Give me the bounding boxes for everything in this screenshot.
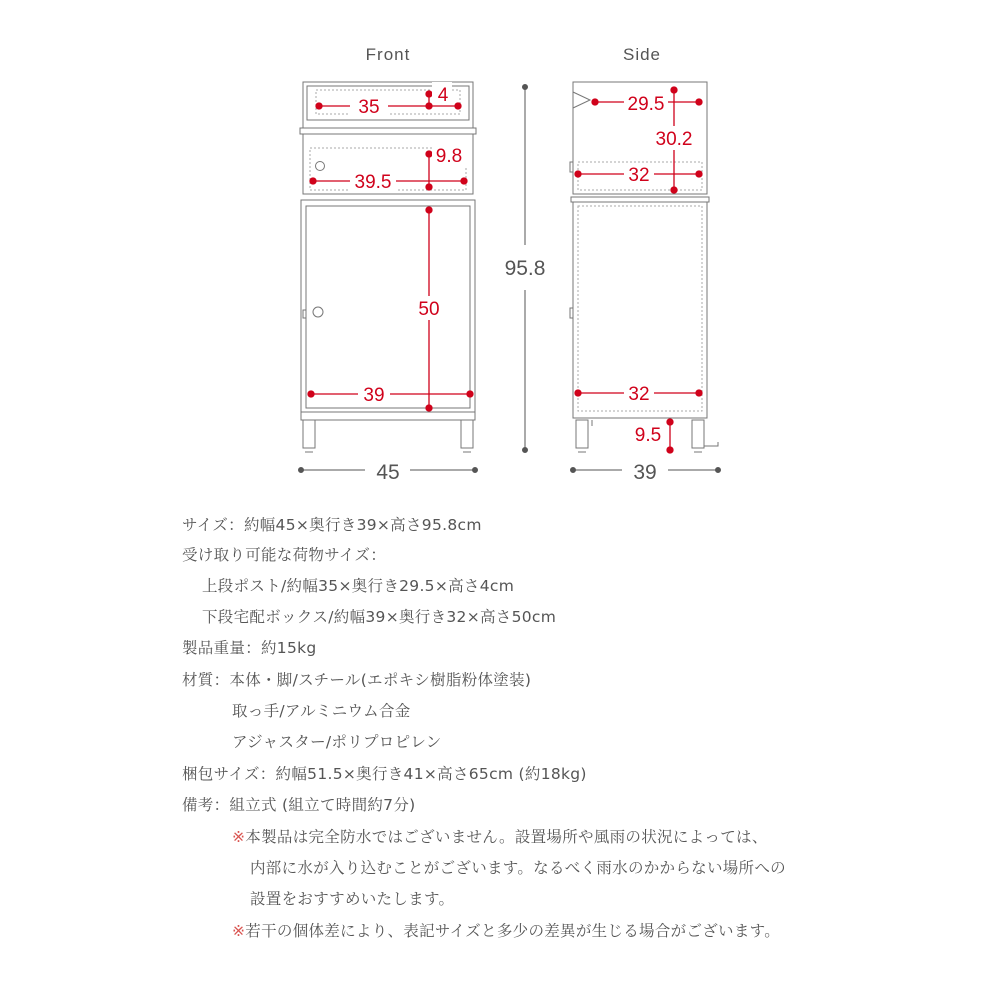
spec-material-2: 取っ手/アルミニウム合金 [232,702,411,720]
front-post-height: 4 [437,85,449,106]
note-1-text-a: 本製品は完全防水ではございません。設置場所や風雨の状況によっては、 [245,828,768,846]
front-box-width: 39 [363,385,385,406]
side-label: Side [622,45,662,64]
overall-height: 95.8 [504,257,546,280]
side-leg-height: 9.5 [634,425,662,446]
note-1-line-3: 設置をおすすめいたします。 [250,890,455,908]
front-post-width: 35 [358,97,380,118]
note-1-mark: ※ [232,828,246,846]
spec-receivable: 受け取り可能な荷物サイズ： [182,546,387,564]
side-upper-height: 30.2 [655,129,693,150]
spec-remarks: 備考：組立式 (組立て時間約7分) [182,796,416,814]
spec-material-1: 材質：本体・脚/スチール(エポキシ樹脂粉体塗装) [182,671,532,689]
spec-package: 梱包サイズ：約幅51.5×奥行き41×高さ65cm (約18kg) [182,765,587,783]
front-box-height: 50 [418,299,440,320]
spec-lower-box: 下段宅配ボックス/約幅39×奥行き32×高さ50cm [202,608,557,626]
spec-size: サイズ：約幅45×奥行き39×高さ95.8cm [182,516,482,534]
note-2-mark: ※ [232,922,246,940]
note-2-text: 若干の個体差により、表記サイズと多少の差異が生じる場合がございます。 [245,922,781,940]
side-post-depth: 29.5 [627,94,665,115]
side-middle-depth: 32 [628,165,650,186]
front-middle-width: 39.5 [354,172,392,193]
note-1-line-1 [232,825,768,847]
side-overall-depth: 39 [633,461,657,484]
front-overall-width: 45 [376,461,400,484]
spec-material-3: アジャスター/ポリプロピレン [232,733,442,751]
front-middle-height: 9.8 [435,146,463,167]
side-box-depth: 32 [628,384,650,405]
spec-weight: 製品重量：約15kg [182,639,317,657]
spec-upper-post: 上段ポスト/約幅35×奥行き29.5×高さ4cm [202,577,515,595]
note-2-line [232,919,780,941]
note-1-line-2: 内部に水が入り込むことがございます。なるべく雨水のかからない場所への [250,859,786,877]
front-dimensions [308,91,473,411]
front-label: Front [365,45,411,64]
